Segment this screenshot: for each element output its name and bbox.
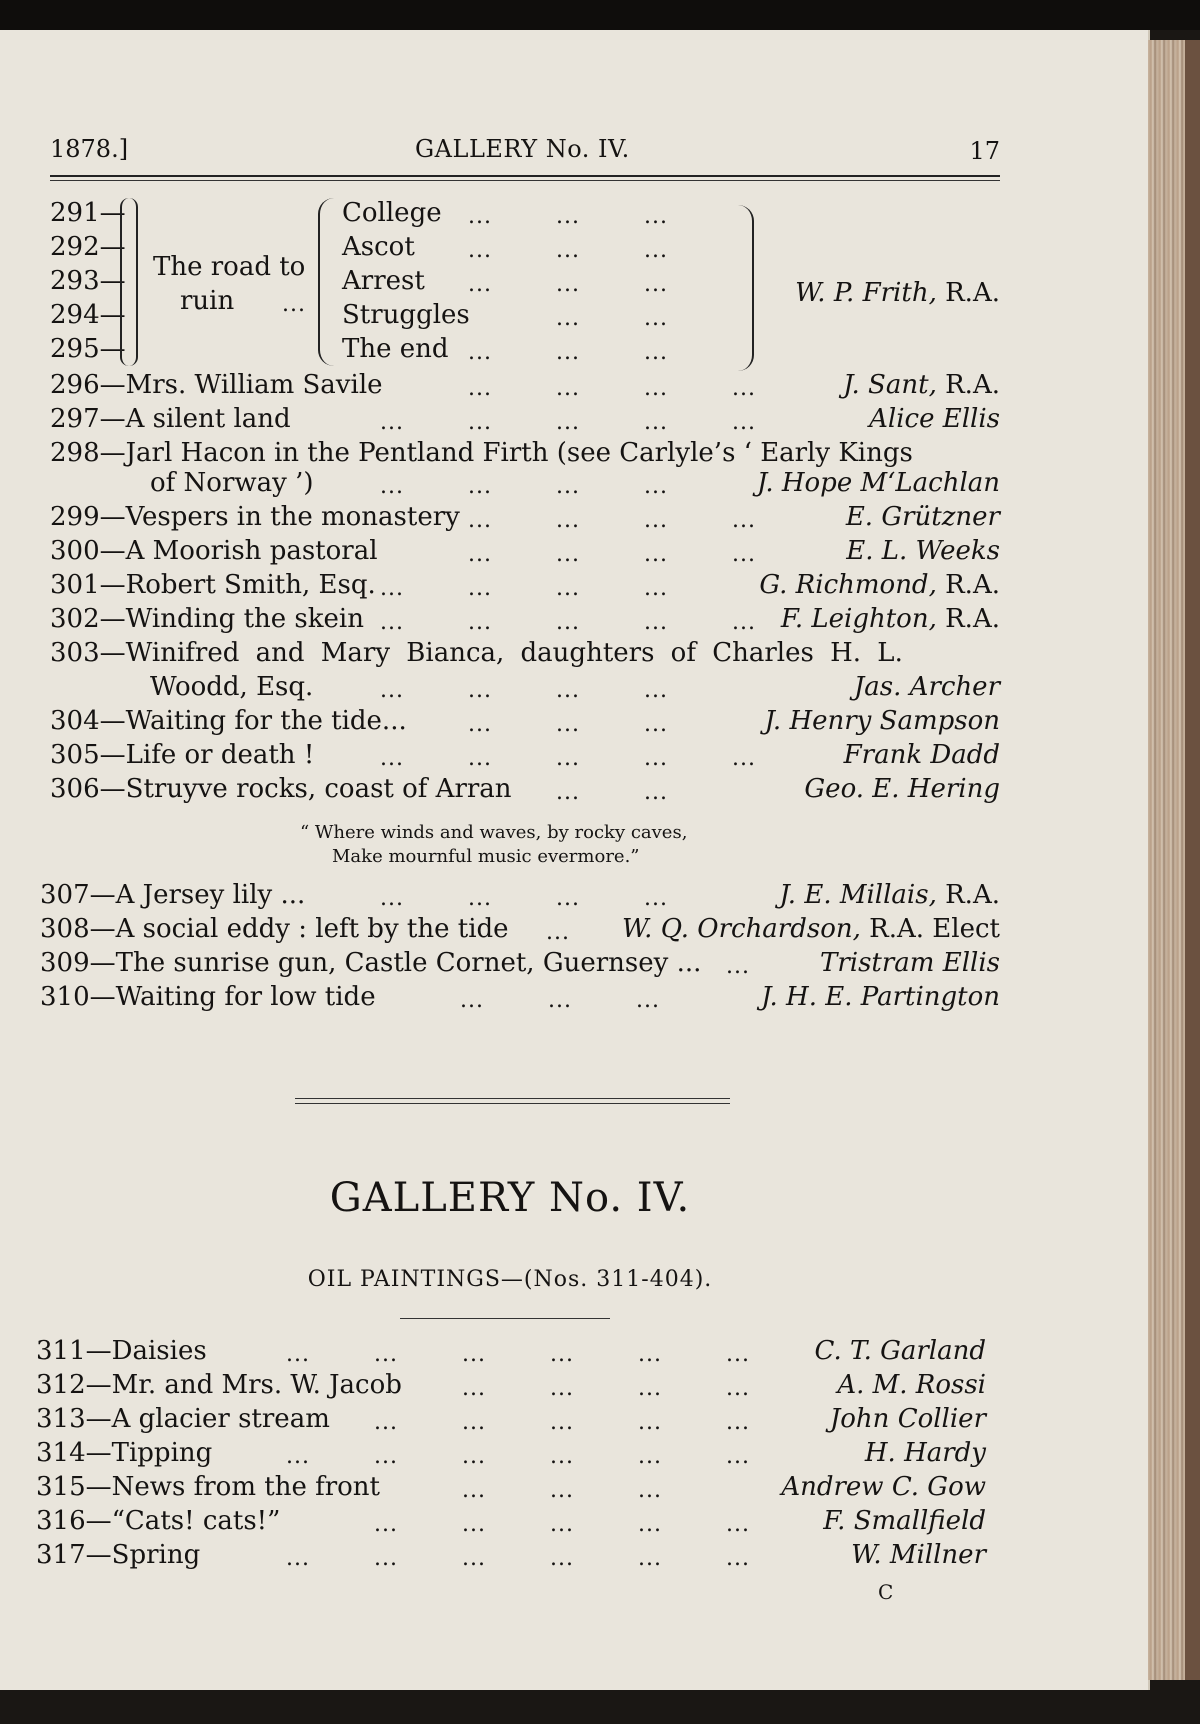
artist-name: John Collier	[829, 1404, 986, 1434]
leader-dots: ...	[468, 886, 492, 911]
header-year: 1878.]	[50, 135, 129, 163]
leader-dots: ...	[468, 712, 492, 737]
leader-dots: ...	[556, 508, 580, 533]
leader-dots: ...	[550, 1376, 574, 1401]
entry-text: 312—Mr. and Mrs. W. Jacob	[36, 1370, 402, 1400]
leader-dots: ...	[374, 1410, 398, 1435]
leader-dots: ...	[556, 886, 580, 911]
top-shadow	[0, 0, 1200, 30]
artist-name: J. Henry Sampson	[764, 706, 1000, 736]
leader-dots: ...	[732, 610, 756, 635]
section-title: GALLERY No. IV.	[329, 1175, 691, 1221]
leader-dots: ...	[644, 576, 668, 601]
header-title: GALLERY No. IV.	[415, 135, 630, 163]
entry-text: 307—A Jersey lily ...	[40, 880, 306, 910]
leader-dots: ...	[374, 1546, 398, 1571]
entry-text: 308—A social eddy : left by the tide	[40, 914, 509, 944]
artist-name: Andrew C. Gow	[781, 1472, 986, 1502]
leader-dots: ...	[550, 1512, 574, 1537]
leader-dots: ...	[644, 746, 668, 771]
leader-dots: ...	[556, 306, 580, 331]
entry-text: 305—Life or death !	[50, 740, 315, 770]
left-bracket	[120, 198, 138, 366]
entry-text: 306—Struyve rocks, coast of Arran	[50, 774, 512, 804]
leader-dots: ...	[732, 746, 756, 771]
entry-number: 295—	[50, 334, 126, 364]
leader-dots: ...	[286, 1546, 310, 1571]
left-brace	[318, 198, 334, 366]
artist-name: W. Q. Orchardson, R.A. Elect	[622, 914, 1000, 944]
leader-dots: ...	[732, 508, 756, 533]
leader-dots: ...	[732, 376, 756, 401]
sub-entry-title: Struggles	[342, 300, 470, 330]
leader-dots: ...	[550, 1444, 574, 1469]
leader-dots: ...	[732, 410, 756, 435]
section-subtitle: OIL PAINTINGS—(Nos. 311-404).	[307, 1267, 713, 1292]
leader-dots: ...	[644, 306, 668, 331]
leader-dots: ...	[556, 678, 580, 703]
leader-dots: ...	[638, 1342, 662, 1367]
artist-name: A. M. Rossi	[837, 1370, 986, 1400]
artist-name: J. E. Millais, R.A.	[779, 880, 1000, 910]
artist-name: C. T. Garland	[814, 1336, 986, 1366]
leader-dots: ...	[644, 610, 668, 635]
sub-entry-title: Arrest	[342, 266, 425, 296]
artist-name: J. Sant, R.A.	[843, 370, 1000, 400]
sub-entry-title: The end	[342, 334, 449, 364]
leader-dots: ...	[550, 1478, 574, 1503]
leader-dots: ...	[644, 474, 668, 499]
leader-dots: ...	[468, 410, 492, 435]
entry-text-continued: Woodd, Esq.	[150, 672, 314, 702]
entry-number: 292—	[50, 232, 126, 262]
leader-dots: ...	[726, 1546, 750, 1571]
artist-name: W. P. Frith, R.A.	[795, 278, 1000, 308]
leader-dots: ...	[644, 410, 668, 435]
leader-dots: ...	[644, 678, 668, 703]
leader-dots: ...	[726, 1342, 750, 1367]
leader-dots: ...	[468, 746, 492, 771]
entry-text: 302—Winding the skein	[50, 604, 364, 634]
leader-dots: ...	[468, 508, 492, 533]
leader-dots: ...	[556, 712, 580, 737]
artist-name: W. Millner	[851, 1540, 986, 1570]
leader-dots: ...	[556, 542, 580, 567]
leader-dots: ...	[556, 340, 580, 365]
leader-dots: ...	[468, 542, 492, 567]
entry-text: 299—Vespers in the monastery	[50, 502, 460, 532]
artist-name: Jas. Archer	[853, 672, 1000, 702]
leader-dots: ...	[556, 746, 580, 771]
entry-text: 297—A silent land	[50, 404, 291, 434]
leader-dots: ...	[374, 1342, 398, 1367]
entry-text: 309—The sunrise gun, Castle Cornet, Guernsey ...	[40, 948, 702, 978]
leader-dots: ...	[462, 1512, 486, 1537]
leader-dots: ...	[556, 376, 580, 401]
artist-name: E. Grützner	[845, 502, 1000, 532]
entry-text: 317—Spring	[36, 1540, 201, 1570]
header-rule-thin	[50, 180, 1000, 181]
entry-text: 315—News from the front	[36, 1472, 380, 1502]
leader-dots: ...	[468, 678, 492, 703]
running-header	[50, 135, 1000, 175]
leader-dots: ...	[644, 272, 668, 297]
leader-dots: ...	[644, 376, 668, 401]
leader-dots: ...	[732, 542, 756, 567]
leader-dots: ...	[462, 1376, 486, 1401]
artist-name: Alice Ellis	[869, 404, 1000, 434]
leader-dots: ...	[556, 204, 580, 229]
entry-text: 296—Mrs. William Savile	[50, 370, 383, 400]
leader-dots: ...	[468, 474, 492, 499]
leader-dots: ...	[548, 988, 572, 1013]
leader-dots: ...	[644, 238, 668, 263]
leader-dots: ...	[556, 238, 580, 263]
leader-dots: ...	[380, 576, 404, 601]
entry-text: 316—“Cats! cats!”	[36, 1506, 281, 1536]
artist-name: E. L. Weeks	[846, 536, 1000, 566]
leader-dots: ...	[638, 1410, 662, 1435]
leader-dots: ...	[468, 204, 492, 229]
entry-text: 313—A glacier stream	[36, 1404, 330, 1434]
leader-dots: ...	[726, 1512, 750, 1537]
leader-dots: ...	[374, 1444, 398, 1469]
leader-dots: ...	[462, 1342, 486, 1367]
artist-name: H. Hardy	[864, 1438, 986, 1468]
leader-dots: ...	[550, 1546, 574, 1571]
leader-dots: ...	[380, 886, 404, 911]
entry-text-continued: of Norway ’)	[150, 468, 314, 498]
leader-dots: ...	[550, 1342, 574, 1367]
leader-dots: ...	[556, 410, 580, 435]
leader-dots: ...	[638, 1376, 662, 1401]
artist-name: F. Leighton, R.A.	[780, 604, 1000, 634]
header-rule	[50, 175, 1000, 177]
quote-line: Make mournful music evermore.”	[332, 846, 640, 867]
entry-number: 293—	[50, 266, 126, 296]
leader-dots: ...	[638, 1512, 662, 1537]
leader-dots: ...	[644, 886, 668, 911]
artist-name: Geo. E. Hering	[804, 774, 1000, 804]
group-label: The road to	[153, 252, 306, 282]
artist-name: J. Hope M‘Lachlan	[756, 468, 1000, 498]
book-cover-edge	[1185, 40, 1200, 1680]
artist-name: Frank Dadd	[843, 740, 1000, 770]
entry-text: 303—Winifred and Mary Bianca, daughters of Charles H. L.	[50, 638, 903, 668]
leader-dots: ...	[726, 1410, 750, 1435]
leader-dots: ...	[644, 508, 668, 533]
leader-dots: ...	[380, 410, 404, 435]
leader-dots: ...	[550, 1410, 574, 1435]
entry-text: 314—Tipping	[36, 1438, 213, 1468]
entry-number: 294—	[50, 300, 126, 330]
leader-dots: ...	[462, 1546, 486, 1571]
leader-dots: ...	[636, 988, 660, 1013]
leader-dots: ...	[468, 340, 492, 365]
leader-dots: ...	[380, 746, 404, 771]
leader-dots: ...	[644, 542, 668, 567]
leader-dots: ...	[556, 576, 580, 601]
leader-dots: ...	[380, 474, 404, 499]
artist-name: J. H. E. Partington	[761, 982, 1000, 1012]
entry-text: 311—Daisies	[36, 1336, 207, 1366]
right-brace	[738, 205, 754, 371]
entry-text: 301—Robert Smith, Esq.	[50, 570, 376, 600]
leader-dots: ...	[644, 340, 668, 365]
leader-dots: ...	[644, 780, 668, 805]
leader-dots: ...	[380, 678, 404, 703]
artist-name: G. Richmond, R.A.	[759, 570, 1000, 600]
leader-dots: ...	[726, 1376, 750, 1401]
entry-text: 300—A Moorish pastoral	[50, 536, 378, 566]
sub-entry-title: Ascot	[342, 232, 415, 262]
leader-dots: ...	[638, 1478, 662, 1503]
section-divider	[295, 1103, 730, 1104]
leader-dots: ...	[726, 1444, 750, 1469]
entry-number: 291—	[50, 198, 126, 228]
entry-text: 310—Waiting for low tide	[40, 982, 376, 1012]
section-divider	[295, 1098, 730, 1099]
leader-dots: ...	[468, 576, 492, 601]
leader-dots: ...	[638, 1546, 662, 1571]
quote-line: “ Where winds and waves, by rocky caves,	[300, 822, 688, 843]
leader-dots: ...	[468, 238, 492, 263]
leader-dots: ...	[644, 204, 668, 229]
signature-mark: C	[878, 1580, 894, 1604]
leader-dots: ...	[638, 1444, 662, 1469]
leader-dots: ...	[556, 610, 580, 635]
subtitle-rule	[400, 1318, 610, 1319]
leader-dots: ...	[286, 1342, 310, 1367]
leader-dots: ...	[546, 920, 570, 945]
entry-text: 304—Waiting for the tide...	[50, 706, 407, 736]
leader-dots: ...	[462, 1444, 486, 1469]
page-number: 17	[969, 137, 1000, 165]
leader-dots: ...	[726, 954, 750, 979]
leader-dots: ...	[462, 1410, 486, 1435]
leader-dots: ...	[380, 610, 404, 635]
leader-dots: ...	[460, 988, 484, 1013]
entry-text: 298—Jarl Hacon in the Pentland Firth (see Carlyle’s ‘ Early Kings	[50, 438, 913, 468]
leader-dots: ...	[468, 610, 492, 635]
leader-dots: ...	[282, 292, 306, 317]
leader-dots: ...	[556, 272, 580, 297]
leader-dots: ...	[374, 1512, 398, 1537]
leader-dots: ...	[644, 712, 668, 737]
leader-dots: ...	[468, 272, 492, 297]
group-label: ruin	[180, 286, 235, 316]
leader-dots: ...	[556, 474, 580, 499]
leader-dots: ...	[468, 376, 492, 401]
artist-name: F. Smallfield	[823, 1506, 986, 1536]
leader-dots: ...	[462, 1478, 486, 1503]
artist-name: Tristram Ellis	[820, 948, 1000, 978]
leader-dots: ...	[286, 1444, 310, 1469]
leader-dots: ...	[556, 780, 580, 805]
sub-entry-title: College	[342, 198, 442, 228]
